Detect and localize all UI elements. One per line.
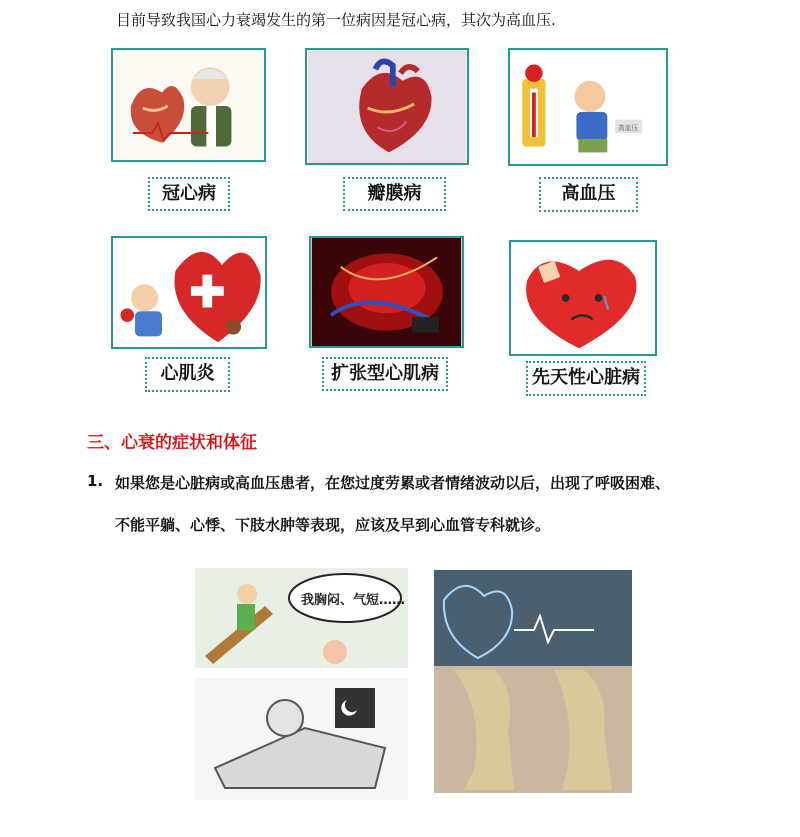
myocarditis-image xyxy=(111,236,267,349)
speech-bubble-text: 我胸闷、气短…… xyxy=(301,593,406,608)
thermometer-tag-text: 高血压 xyxy=(617,124,639,133)
valve-disease-label: 瓣膜病 xyxy=(343,177,446,211)
symptoms-section-title: 三、心衰的症状和体征 xyxy=(87,433,257,453)
valve-disease-image xyxy=(305,48,469,165)
intro-text: 目前导致我国心力衰竭发生的第一位病因是冠心病，其次为高血压. xyxy=(116,11,556,29)
symptom-item-line-1: 如果您是心脏病或高血压患者，在您过度劳累或者情绪波动以后，出现了呼吸困难、 xyxy=(115,474,671,492)
myocarditis-label: 心肌炎 xyxy=(145,357,230,392)
hypertension-label: 高血压 xyxy=(539,177,638,212)
coronary-disease-label: 冠心病 xyxy=(148,177,230,211)
heart-and-swollen-legs-photo xyxy=(434,570,632,793)
hypertension-image xyxy=(508,48,668,166)
dilated-cardiomyopathy-image xyxy=(309,236,464,348)
congenital-heart-disease-image xyxy=(509,240,657,356)
congenital-heart-disease-label: 先天性心脏病 xyxy=(526,361,646,396)
symptom-item-number: 1. xyxy=(87,472,104,490)
dilated-cardiomyopathy-label: 扩张型心肌病 xyxy=(322,357,448,391)
symptom-item-line-2: 不能平躺、心悸、下肢水肿等表现，应该及早到心血管专科就诊。 xyxy=(115,516,551,534)
breathlessness-cartoon xyxy=(195,568,408,800)
coronary-disease-image xyxy=(111,48,266,162)
